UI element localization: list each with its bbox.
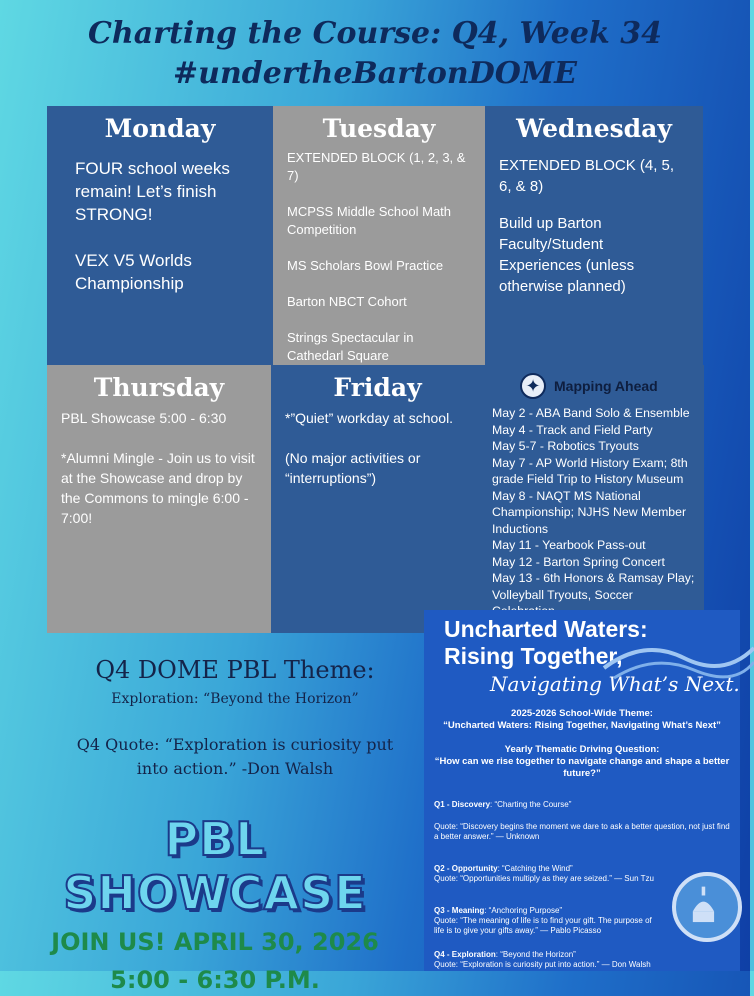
- thursday-item: *Alumni Mingle - Join us to visit at the Showcase and drop by the Commons to mingle 6:00 - 7:00!: [61, 450, 255, 526]
- wave-graphic: [604, 628, 754, 684]
- quarter-quote: Quote: “Discovery begins the moment we dare to ask a better question, not just find a better answer.” — Unknown: [434, 822, 730, 841]
- page-title: [0, 14, 750, 94]
- mapping-ahead-cell: [484, 365, 704, 610]
- mapping-item: May 12 - Barton Spring Concert: [492, 554, 665, 569]
- quarter-quote: Quote: “The meaning of life is to find your gift. The purpose of life is to give your gifts away.” — Pablo Picasso: [434, 916, 652, 935]
- monday-heading: Monday: [104, 114, 216, 143]
- tuesday-cell: [273, 106, 485, 365]
- quarter-title: : “Beyond the Horizon”: [495, 950, 576, 959]
- tuesday-heading: Tuesday: [322, 114, 436, 143]
- quarter-q1: [434, 800, 730, 842]
- tuesday-item: EXTENDED BLOCK (1, 2, 3, & 7): [287, 150, 466, 183]
- driving-question: [424, 744, 740, 780]
- showcase-date: JOIN US! APRIL 30, 2026: [51, 928, 379, 956]
- pbl-theme-exploration: Exploration: “Beyond the Horizon”: [111, 691, 359, 707]
- quarter-q3: [434, 906, 654, 936]
- mapping-item: May 8 - NAQT MS National Championship; NJHS New Member Inductions: [492, 488, 687, 536]
- tuesday-item: MCPSS Middle School Math Competition: [287, 204, 452, 237]
- quarter-title: : “Charting the Course”: [490, 800, 572, 809]
- quarter-title: : “Anchoring Purpose”: [484, 906, 563, 915]
- tuesday-item: Strings Spectacular in Cathedarl Square: [287, 330, 414, 363]
- wednesday-item: EXTENDED BLOCK (4, 5, 6, & 8): [499, 157, 675, 195]
- title-line-2: #undertheBartonDOME: [173, 56, 577, 91]
- driving-question-value: “How can we rise together to navigate change and shape a better future?”: [434, 756, 730, 779]
- thursday-heading: Thursday: [93, 373, 225, 402]
- mapping-item: May 11 - Yearbook Pass-out: [492, 538, 646, 552]
- friday-item: (No major activities or “interruptions”): [285, 450, 421, 486]
- quarter-label: Q3 - Meaning: [434, 906, 485, 915]
- mapping-item: May 2 - ABA Band Solo & Ensemble: [492, 406, 690, 420]
- monday-item: FOUR school weeks remain! Let’s finish STRONG!: [75, 159, 230, 224]
- showcase-banner: [30, 812, 400, 996]
- friday-item: *”Quiet” workday at school.: [285, 410, 454, 426]
- title-line-1: Charting the Course: Q4, Week 34: [88, 16, 662, 51]
- friday-heading: Friday: [333, 373, 422, 402]
- wednesday-heading: Wednesday: [516, 114, 672, 143]
- compass-icon: ✦: [520, 373, 546, 399]
- quarter-label: Q4 - Exploration: [434, 950, 496, 959]
- pbl-theme-block: [60, 655, 410, 781]
- quarter-quote: Quote: “Exploration is curiosity put into action.” — Don Walsh: [434, 960, 651, 969]
- school-theme-label: 2025-2026 School-Wide Theme:: [511, 708, 653, 719]
- mapping-item: May 7 - AP World History Exam; 8th grade Field Trip to History Museum: [492, 455, 688, 486]
- tuesday-item: MS Scholars Bowl Practice: [287, 258, 444, 273]
- mapping-item: May 5-7 - Robotics Tryouts: [492, 439, 639, 453]
- quarter-label: Q2 - Opportunity: [434, 864, 498, 873]
- wednesday-cell: [485, 106, 703, 365]
- quarter-q2: [434, 864, 660, 884]
- quarter-title: : “Catching the Wind”: [497, 864, 573, 873]
- quarter-label: Q1 - Discovery: [434, 800, 491, 809]
- pbl-theme-quote: Q4 Quote: “Exploration is curiosity put into action.” -Don Walsh: [76, 735, 394, 778]
- school-theme: [424, 708, 740, 732]
- thursday-item: PBL Showcase 5:00 - 6:30: [61, 410, 227, 426]
- tuesday-item: Barton NBCT Cohort: [287, 294, 407, 309]
- panel-heading-1: Uncharted Waters:: [444, 616, 648, 642]
- monday-item: VEX V5 Worlds Championship: [75, 251, 192, 293]
- mapping-item: May 13 - 6th Honors & Ramsay Play; Volleyball Tryouts, Soccer: [492, 571, 695, 602]
- mapping-list: [492, 405, 696, 620]
- dome-seal-icon: [672, 872, 742, 942]
- pbl-theme-heading: Q4 DOME PBL Theme:: [95, 656, 375, 684]
- panel-tagline: Navigating What’s Next.: [490, 672, 740, 696]
- friday-cell: [271, 365, 484, 633]
- thursday-cell: [47, 365, 271, 633]
- driving-question-label: Yearly Thematic Driving Question:: [504, 744, 660, 755]
- quarter-quote: Quote: “Opportunities multiply as they are seized.” — Sun Tzu: [434, 874, 654, 883]
- showcase-time: 5:00 - 6:30 P.M.: [110, 966, 320, 994]
- panel-heading-2: Rising Together,: [444, 643, 623, 669]
- mapping-item: May 4 - Track and Field Party: [492, 422, 653, 437]
- mapping-ahead-heading: Mapping Ahead: [554, 378, 658, 394]
- showcase-title: PBL SHOWCASE: [63, 812, 367, 920]
- quarter-q4: [434, 950, 654, 970]
- wednesday-item: Build up Barton Faculty/Student Experiences (unless otherwise planned): [499, 215, 635, 295]
- school-theme-panel: [424, 610, 740, 971]
- school-theme-value: “Uncharted Waters: Rising Together, Navigating What’s Next”: [443, 720, 721, 731]
- monday-cell: [47, 106, 273, 365]
